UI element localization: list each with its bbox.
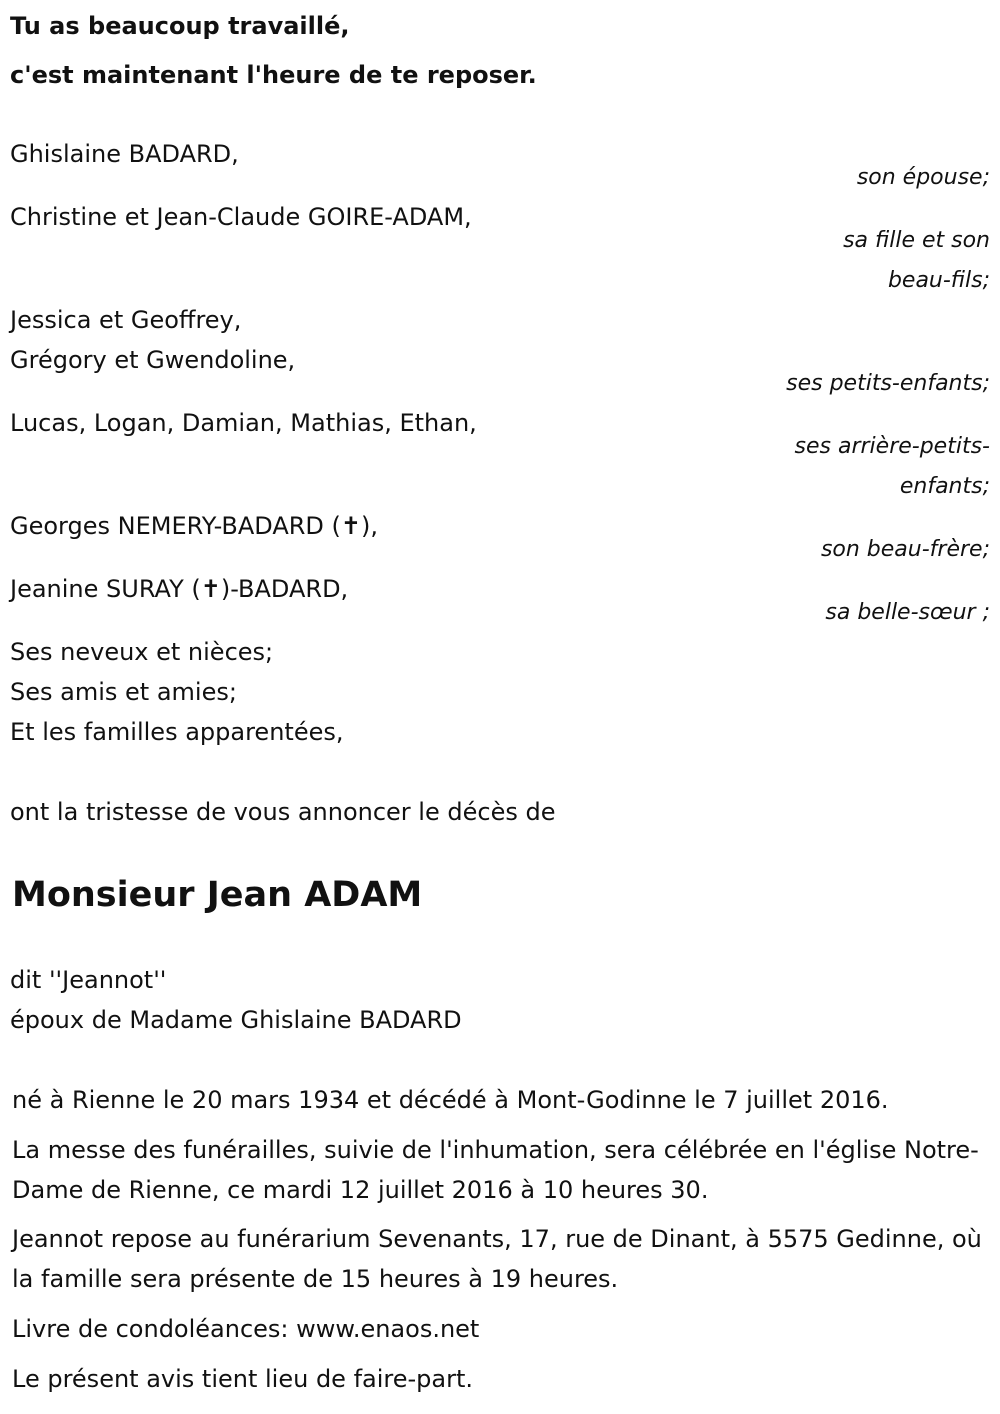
notice-text: Le présent avis tient lieu de faire-part. bbox=[12, 1365, 474, 1393]
family-grandchildren-names-2: Grégory et Gwendoline, bbox=[10, 346, 296, 374]
funerarium-text: Jeannot repose au funérarium Sevenants, 17, rue de Dinant, à 5575 Gedinne, où la famille sera présente de 15 heures à 19 heures. bbox=[12, 1225, 982, 1293]
others-families: Et les familles apparentées, bbox=[10, 718, 344, 746]
deceased-name: Monsieur Jean ADAM bbox=[12, 875, 423, 915]
family-grandchildren-relation: ses petits-enfants; bbox=[786, 371, 990, 396]
deceased-spouse: époux de Madame Ghislaine BADARD bbox=[10, 1006, 462, 1034]
others-nephews-nieces: Ses neveux et nièces; bbox=[10, 638, 274, 666]
announcement-text: ont la tristesse de vous annoncer le décès de bbox=[10, 798, 556, 826]
brother-in-law-name-pre: Georges NEMERY-BADARD ( bbox=[10, 512, 341, 540]
cross-icon: ✝ bbox=[340, 512, 361, 540]
funeral-text: La messe des funérailles, suivie de l'inhumation, sera célébrée en l'église Notre-Dame de Rienne, ce mardi 12 juillet 2016 à 10 heures 30. bbox=[12, 1136, 979, 1204]
birth-death-text: né à Rienne le 20 mars 1934 et décédé à Mont-Godinne le 7 juillet 2016. bbox=[12, 1086, 889, 1114]
family-great-grandchildren-names: Lucas, Logan, Damian, Mathias, Ethan, bbox=[10, 409, 477, 437]
family-brother-in-law-name bbox=[10, 506, 378, 546]
sister-in-law-name-pre: Jeanine SURAY ( bbox=[10, 575, 201, 603]
cross-icon: ✝ bbox=[200, 575, 221, 603]
family-great-grandchildren-relation-2: enfants; bbox=[899, 474, 990, 499]
family-spouse-relation: son épouse; bbox=[856, 165, 990, 190]
family-brother-in-law-relation: son beau-frère; bbox=[820, 537, 990, 562]
epitaph-line-1: Tu as beaucoup travaillé, bbox=[10, 12, 350, 40]
brother-in-law-name-post: ), bbox=[361, 512, 378, 540]
sister-in-law-name-post: )-BADARD, bbox=[220, 575, 349, 603]
family-daughter-relation-2: beau-fils; bbox=[887, 268, 990, 293]
family-daughter-names: Christine et Jean-Claude GOIRE-ADAM, bbox=[10, 203, 472, 231]
family-sister-in-law-relation: sa belle-sœur ; bbox=[825, 600, 990, 625]
deceased-nickname: dit ''Jeannot'' bbox=[10, 966, 167, 994]
family-great-grandchildren-relation-1: ses arrière-petits- bbox=[794, 434, 990, 459]
family-spouse-name: Ghislaine BADARD, bbox=[10, 140, 239, 168]
family-daughter-relation-1: sa fille et son bbox=[843, 228, 990, 253]
family-grandchildren-names-1: Jessica et Geoffrey, bbox=[10, 306, 242, 334]
condolences-text: Livre de condoléances: www.enaos.net bbox=[12, 1315, 480, 1343]
epitaph-line-2: c'est maintenant l'heure de te reposer. bbox=[10, 61, 537, 89]
family-sister-in-law-name bbox=[10, 569, 348, 609]
others-friends: Ses amis et amies; bbox=[10, 678, 237, 706]
